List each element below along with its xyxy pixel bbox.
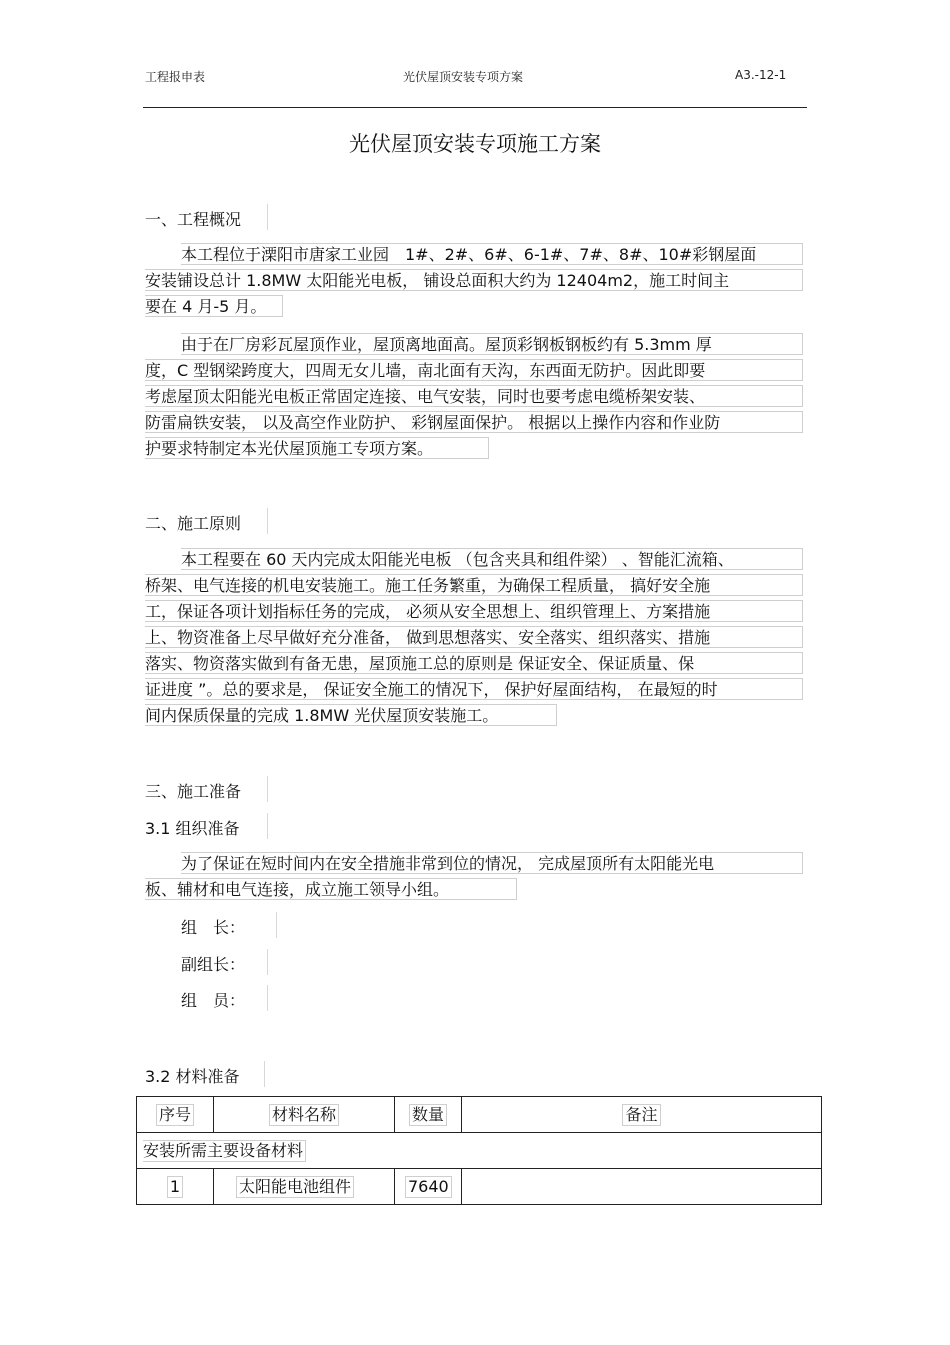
header-qty: 数量 — [409, 1104, 447, 1126]
section2-line1: 本工程要在 60 天内完成太阳能光电板 （包含夹具和组件梁） 、智能汇流箱、 — [181, 548, 803, 570]
group-cell — [137, 1133, 822, 1169]
materials-table — [136, 1096, 822, 1205]
divider — [267, 204, 268, 230]
section1-para2-line5: 护要求特制定本光伏屋顶施工专项方案。 — [145, 437, 489, 459]
row-cell-note — [462, 1169, 822, 1205]
section1-para1-line3: 要在 4 月-5 月。 — [145, 295, 283, 317]
group-label: 安装所需主要设备材料 — [143, 1140, 306, 1162]
section1-para2-line1: 由于在厂房彩瓦屋顶作业，屋顶离地面高。屋顶彩钢板钢板约有 5.3mm 厚 — [181, 333, 803, 355]
section1-para1-line2: 安装铺设总计 1.8MW 太阳能光电板， 铺设总面积大约为 12404m2，施工时间主 — [145, 269, 803, 291]
table-row — [137, 1169, 822, 1205]
row-name: 太阳能电池组件 — [236, 1176, 354, 1198]
section2-line4: 上、物资准备上尽早做好充分准备， 做到思想落实、安全落实、组织落实、措施 — [145, 626, 803, 648]
header-cell-name — [214, 1097, 395, 1133]
section2-line7: 间内保质保量的完成 1.8MW 光伏屋顶安装施工。 — [145, 704, 557, 726]
table-header-row — [137, 1097, 822, 1133]
header-cell-note — [462, 1097, 822, 1133]
section1-para2-line2: 度，C 型钢梁跨度大，四周无女儿墙，南北面有天沟，东西面无防护。因此即要 — [145, 359, 803, 381]
row-qty: 7640 — [405, 1176, 452, 1198]
row-cell-qty — [395, 1169, 462, 1205]
page-title: 光伏屋顶安装专项施工方案 — [349, 132, 601, 156]
header-cell-no — [137, 1097, 214, 1133]
role-deputy-leader: 副组长： — [181, 955, 246, 974]
subsection-3-1-line2: 板、辅材和电气连接，成立施工领导小组。 — [145, 878, 517, 900]
divider — [267, 949, 268, 975]
header-name: 材料名称 — [269, 1104, 339, 1126]
section3-heading: 三、施工准备 — [145, 782, 242, 801]
header-left: 工程报申表 — [145, 70, 206, 84]
role-leader: 组 长： — [181, 918, 246, 937]
header-note: 备注 — [622, 1104, 660, 1126]
header-right: A3.-12-1 — [735, 68, 787, 82]
divider — [264, 1061, 265, 1087]
row-cell-no — [137, 1169, 214, 1205]
section1-para1-line1: 本工程位于溧阳市唐家工业园 1#、2#、6#、6-1#、7#、8#、10#彩钢屋面 — [181, 243, 803, 265]
row-cell-name — [214, 1169, 395, 1205]
table-group-row — [137, 1133, 822, 1169]
section2-line6: 证进度 ”。总的要求是， 保证安全施工的情况下， 保护好屋面结构， 在最短的时 — [145, 678, 803, 700]
header-center: 光伏屋顶安装专项方案 — [403, 70, 524, 84]
section1-para2-line3: 考虑屋顶太阳能光电板正常固定连接、电气安装，同时也要考虑电缆桥架安装、 — [145, 385, 803, 407]
divider — [276, 912, 277, 938]
divider — [267, 813, 268, 839]
header-no: 序号 — [156, 1104, 194, 1126]
divider — [267, 508, 268, 534]
header-cell-qty — [395, 1097, 462, 1133]
subsection-3-2-heading: 3.2 材料准备 — [145, 1067, 240, 1086]
section1-heading: 一、工程概况 — [145, 210, 242, 229]
section2-line5: 落实、物资落实做到有备无患，屋顶施工总的原则是 保证安全、保证质量、保 — [145, 652, 803, 674]
header-rule — [143, 107, 807, 108]
section2-line2: 桥架、电气连接的机电安装施工。施工任务繁重，为确保工程质量， 搞好安全施 — [145, 574, 803, 596]
section2-line3: 工，保证各项计划指标任务的完成， 必须从安全思想上、组织管理上、方案措施 — [145, 600, 803, 622]
section2-heading: 二、施工原则 — [145, 514, 242, 533]
subsection-3-1-line1: 为了保证在短时间内在安全措施非常到位的情况， 完成屋顶所有太阳能光电 — [181, 852, 803, 874]
divider — [267, 985, 268, 1011]
row-no: 1 — [167, 1176, 183, 1198]
subsection-3-1-heading: 3.1 组织准备 — [145, 819, 240, 838]
role-member: 组 员： — [181, 991, 246, 1010]
section1-para2-line4: 防雷扁铁安装， 以及高空作业防护、 彩钢屋面保护。 根据以上操作内容和作业防 — [145, 411, 803, 433]
divider — [267, 776, 268, 802]
